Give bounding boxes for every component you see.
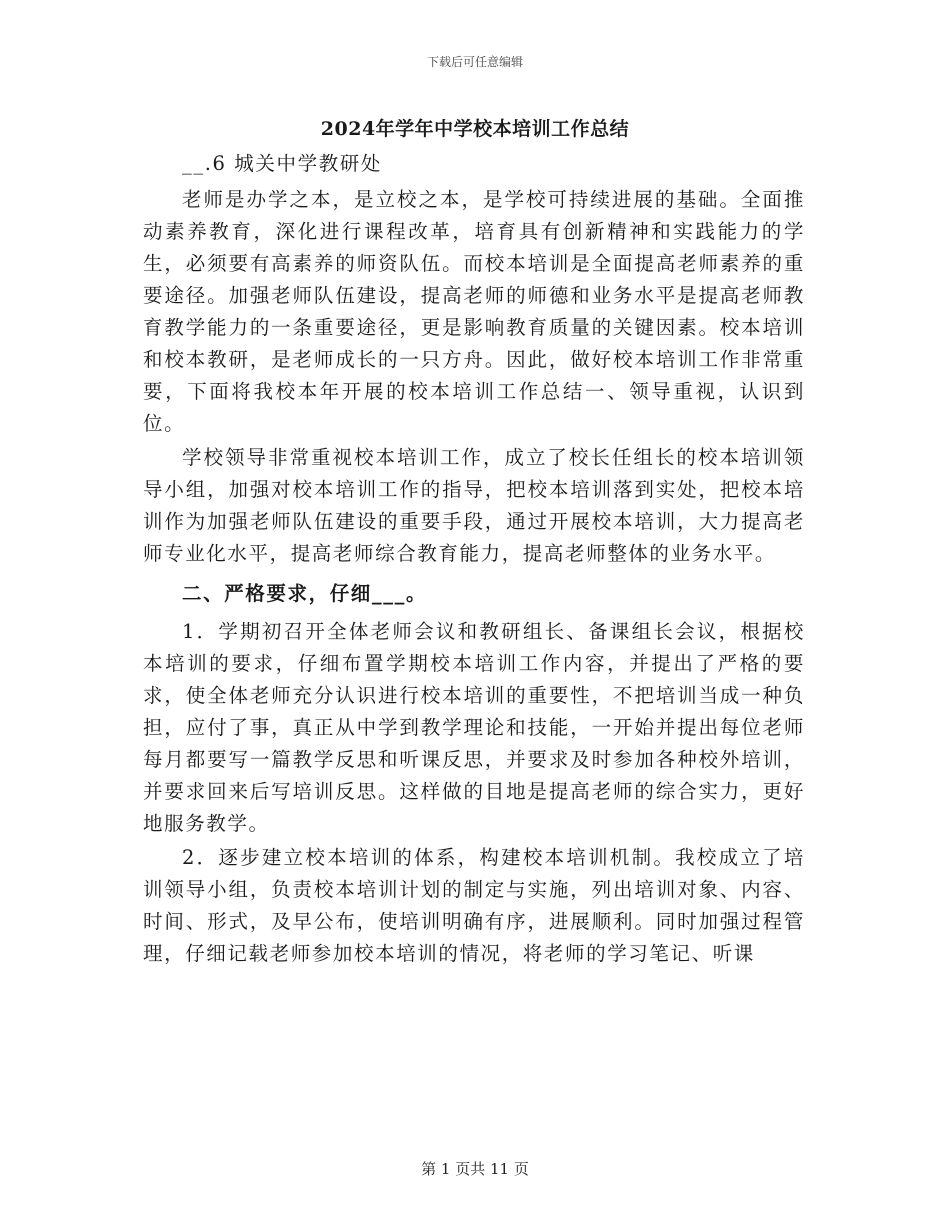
- paragraph-item-2: 2．逐步建立校本培训的体系，构建校本培训机制。我校成立了培训领导小组，负责校本培训计划的制定与实施，列出培训对象、内容、时间、形式，及早公布，使培训明确有序，进展顺利。同时加强过程管理，仔细记载老师参加校本培训的情况，将老师的学习笔记、听课: [143, 846, 805, 965]
- document-title: 2024年学年中学校本培训工作总结: [320, 118, 630, 140]
- paragraph-item-1: 1．学期初召开全体老师会议和教研组长、备课组长会议，根据校本培训的要求，仔细布置学期校本培训工作内容，并提出了严格的要求，使全体老师充分认识进行校本培训的重要性，不把培训当成一种负担，应付了事，真正从中学到教学理论和技能，一开始并提出每位老师每月都要写一篇教学反思和听课反思，并要求及时参加各种校外培训，并要求回来后写培训反思。这样做的目地是提高老师的综合实力，更好地服务教学。: [143, 620, 805, 835]
- byline: __.6 城关中学教研处: [182, 152, 383, 175]
- document-body: [143, 148, 805, 972]
- section-heading-2: 二、严格要求，仔细___。: [182, 582, 428, 605]
- header-note: 下载后可任意编辑: [426, 55, 523, 69]
- page-footer: 第 1 页共 11 页: [421, 1160, 529, 1178]
- paragraph-leadership: 学校领导非常重视校本培训工作，成立了校长任组长的校本培训领导小组，加强对校本培训工作的指导，把校本培训落到实处，把校本培训作为加强老师队伍建设的重要手段，通过开展校本培训，大力提高老师专业化水平，提高老师综合教育能力，提高老师整体的业务水平。: [143, 446, 805, 565]
- paragraph-intro: 老师是办学之本，是立校之本，是学校可持续进展的基础。全面推动素养教育，深化进行课程改革，培育具有创新精神和实践能力的学生，必须要有高素养的师资队伍。而校本培训是全面提高老师素养的重要途径。加强老师队伍建设，提高老师的师德和业务水平是提高老师教育教学能力的一条重要途径，更是影响教育质量的关键因素。校本培训和校本教研，是老师成长的一只方舟。因此，做好校本培训工作非常重要，下面将我校本年开展的校本培训工作总结一、领导重视，认识到位。: [143, 188, 805, 435]
